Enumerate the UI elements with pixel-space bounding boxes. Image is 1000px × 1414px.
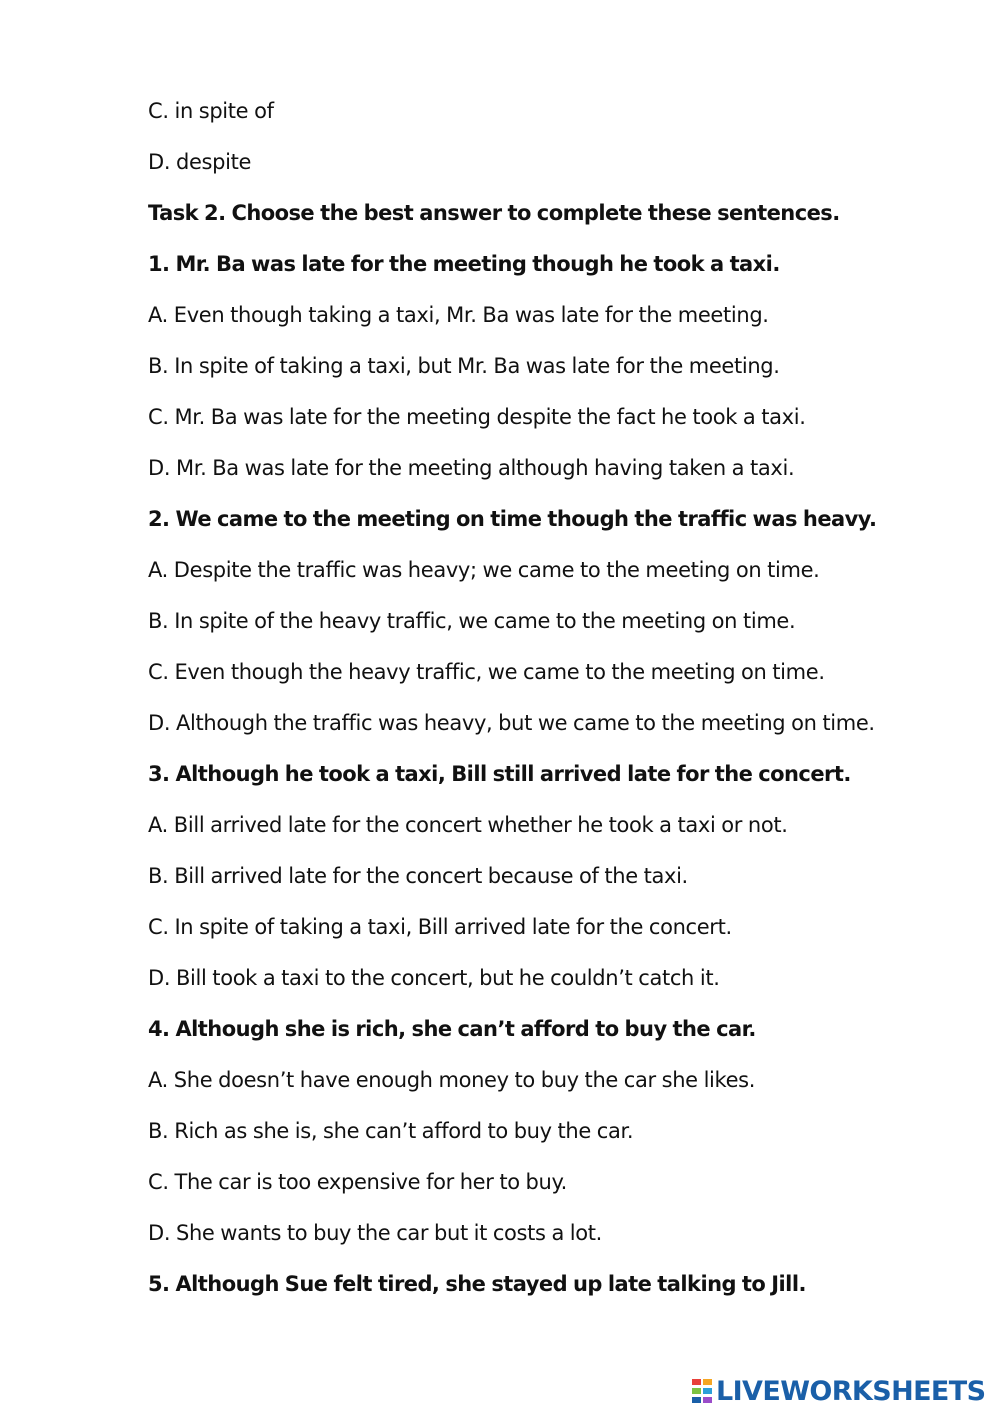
option-line: D. despite (148, 150, 252, 174)
liveworksheets-logo-text: LIVEWORKSHEETS (716, 1375, 986, 1407)
option-line: A. She doesn’t have enough money to buy the car she likes. (148, 1068, 756, 1092)
option-line: B. Bill arrived late for the concert because of the taxi. (148, 864, 688, 888)
worksheet-page (148, 0, 968, 1414)
option-line: C. The car is too expensive for her to buy. (148, 1170, 567, 1194)
question-line: 2. We came to the meeting on time though the traffic was heavy. (148, 507, 877, 531)
question-line: 1. Mr. Ba was late for the meeting though he took a taxi. (148, 252, 780, 276)
option-line: B. In spite of taking a taxi, but Mr. Ba was late for the meeting. (148, 354, 780, 378)
option-line: B. Rich as she is, she can’t afford to buy the car. (148, 1119, 634, 1143)
option-line: D. She wants to buy the car but it costs a lot. (148, 1221, 602, 1245)
option-line: C. In spite of taking a taxi, Bill arrived late for the concert. (148, 915, 732, 939)
question-line: 4. Although she is rich, she can’t afford to buy the car. (148, 1017, 756, 1041)
liveworksheets-logo (692, 1374, 985, 1408)
option-line: C. Even though the heavy traffic, we came to the meeting on time. (148, 660, 825, 684)
liveworksheets-logo-icon (692, 1377, 714, 1405)
question-line: 3. Although he took a taxi, Bill still arrived late for the concert. (148, 762, 851, 786)
option-line: A. Despite the traffic was heavy; we came to the meeting on time. (148, 558, 820, 582)
task-heading: Task 2. Choose the best answer to complete these sentences. (148, 201, 840, 225)
option-line: D. Although the traffic was heavy, but we came to the meeting on time. (148, 711, 875, 735)
option-line: A. Bill arrived late for the concert whether he took a taxi or not. (148, 813, 788, 837)
option-line: C. in spite of (148, 99, 274, 123)
option-line: B. In spite of the heavy traffic, we came to the meeting on time. (148, 609, 796, 633)
option-line: D. Bill took a taxi to the concert, but he couldn’t catch it. (148, 966, 720, 990)
option-line: D. Mr. Ba was late for the meeting although having taken a taxi. (148, 456, 795, 480)
option-line: A. Even though taking a taxi, Mr. Ba was late for the meeting. (148, 303, 769, 327)
option-line: C. Mr. Ba was late for the meeting despite the fact he took a taxi. (148, 405, 806, 429)
question-line: 5. Although Sue felt tired, she stayed up late talking to Jill. (148, 1272, 806, 1296)
